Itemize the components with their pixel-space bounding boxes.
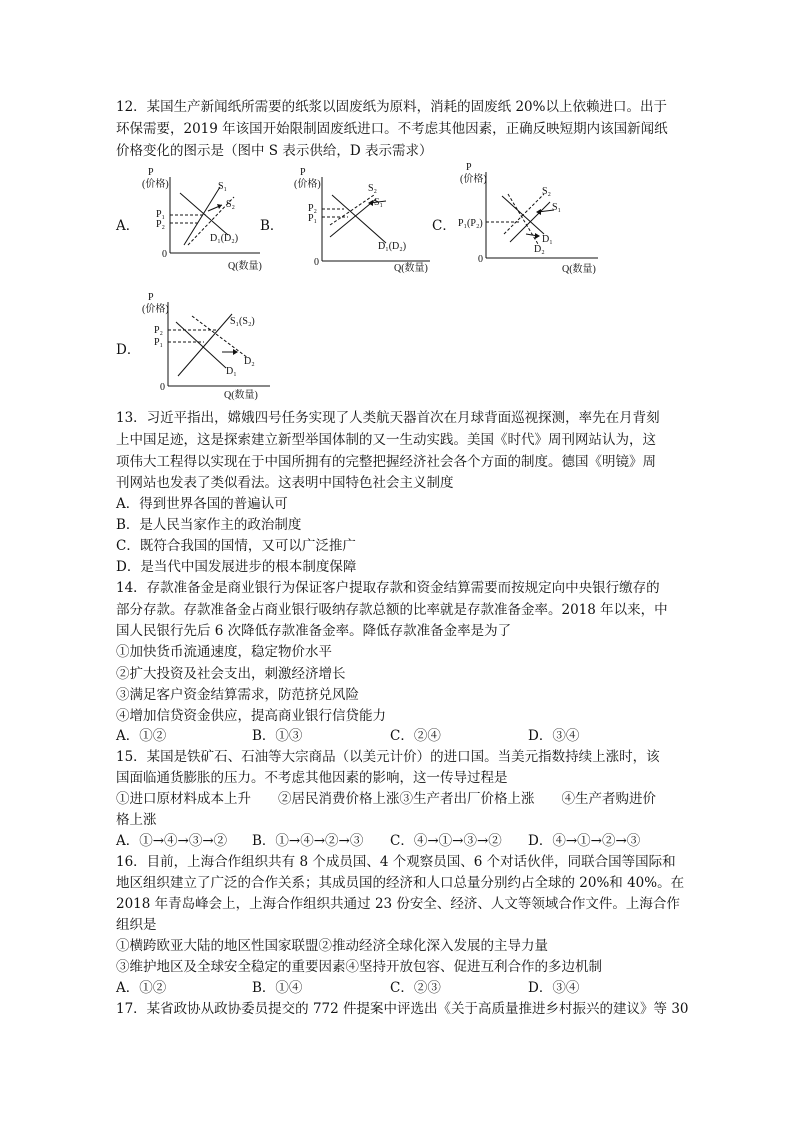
graph-c-curve-label-2: S₁ — [552, 202, 562, 213]
q14-line-2: 部分存款。存款准备金占商业银行吸纳存款总额的比率就是存款准备金率。2018 年以来，中 — [116, 602, 668, 618]
graph-c-curve-label-4: D₂ — [534, 244, 545, 255]
graph-d-p-label: P — [148, 292, 154, 303]
graph-b-p-label: P — [300, 167, 306, 178]
q13-line-2: 上中国足迹，这是探索建立新型举国体制的又一生动实践。美国《时代》周刊网站认为，这 — [116, 432, 656, 448]
graph-a-origin: 0 — [162, 249, 167, 260]
graph-c — [458, 160, 608, 278]
q17-line-1: 17．某省政协从政协委员提交的 772 件提案中评选出《关于高质量推进乡村振兴的建议》等 30 — [116, 1001, 689, 1017]
q16-choice-c: C．②③ — [390, 980, 441, 996]
q12-line-1: 12．某国生产新闻纸所需要的纸浆以固废纸为原料，消耗的固废纸 20%以上依赖进口。出于 — [116, 99, 667, 115]
graph-a-curve-label-1: S₁ — [218, 181, 228, 192]
q15-choice-c: C．④→①→③→② — [390, 833, 502, 849]
graph-a-q-label: Q(数量) — [228, 261, 262, 272]
q16-choice-b: B．①④ — [252, 980, 303, 996]
q14-item-3: ③满足客户资金结算需求，防范挤兑风险 — [116, 687, 359, 703]
graph-c-origin: 0 — [478, 254, 483, 265]
graph-c-curve-label-3: D₁ — [542, 234, 553, 245]
q14-line-1: 14．存款准备金是商业银行为保证客户提取存款和资金结算需要而按规定向中央银行缴存的 — [116, 580, 660, 596]
graph-d-curve-label-3: D₁ — [226, 366, 237, 377]
graph-b-origin: 0 — [314, 257, 319, 268]
q15-line-3: ①进口原材料成本上升 ②居民消费价格上涨③生产者出厂价格上涨 ④生产者购进价 — [116, 791, 656, 807]
graph-b-curve-label-1: S₂ — [368, 183, 378, 194]
q14-item-2: ②扩大投资及社会支出，刺激经济增长 — [116, 666, 346, 682]
q15-line-1: 15．某国是铁矿石、石油等大宗商品（以美元计价）的进口国。当美元指数持续上涨时，该 — [116, 749, 660, 765]
graph-b-curve-label-3: D₁(D₂) — [378, 241, 407, 252]
graph-b-price-label-2: P₁ — [308, 213, 318, 224]
graph-a — [138, 165, 268, 275]
graph-b-curve-label-2: S₁ — [374, 197, 384, 208]
q13-line-3: 项伟大工程得以实现在于中国所拥有的完整把握经济社会各个方面的制度。德国《明镜》周 — [116, 454, 656, 470]
q15-choice-d: D．④→①→②→③ — [528, 833, 641, 849]
q16-choice-d: D．③④ — [528, 980, 580, 996]
graph-c-q-label: Q(数量) — [562, 264, 596, 275]
graph-b-option-label: B． — [260, 218, 284, 234]
graph-b-price-label-1: P₂ — [308, 203, 318, 214]
q12-line-3: 价格变化的图示是（图中 S 表示供给，D 表示需求） — [116, 143, 433, 159]
q14-choice-d: D．③④ — [528, 728, 580, 744]
graph-d-price-label-1: P₂ — [154, 325, 164, 336]
q15-choice-b: B．①→④→②→③ — [252, 833, 364, 849]
q13-option-a: A．得到世界各国的普遍认可 — [116, 496, 288, 512]
graph-b-q-label: Q(数量) — [394, 263, 428, 274]
graph-a-p-label: P — [148, 167, 154, 178]
graph-b — [290, 165, 440, 275]
q13-line-4: 刊网站也发表了类似看法。这表明中国特色社会主义制度 — [116, 475, 454, 491]
graph-d — [140, 290, 280, 402]
q13-option-c: C．既符合我国的国情，又可以广泛推广 — [116, 538, 356, 554]
q16-line-1: 16．目前，上海合作组织共有 8 个成员国、4 个观察员国、6 个对话伙伴，同联合国等国际和 — [116, 854, 676, 870]
q16-item-3-4: ③维护地区及全球安全稳定的重要因素④坚持开放包容、促进互利合作的多边机制 — [116, 959, 602, 975]
graph-a-price-label-2: P₂ — [156, 219, 166, 230]
graph-d-price-label-2: P₁ — [154, 337, 164, 348]
graph-a-option-label: A． — [116, 218, 140, 234]
q13-option-b: B．是人民当家作主的政治制度 — [116, 517, 302, 533]
graph-c-price-label-1: P₁(P₂) — [458, 218, 483, 229]
q14-item-1: ①加快货币流通速度，稳定物价水平 — [116, 644, 332, 660]
q16-line-2: 地区组织建立了广泛的合作关系；其成员国的经济和人口总量分别约占全球的 20%和 40%。在 — [116, 875, 685, 891]
q15-line-2: 国面临通货膨胀的压力。不考虑其他因素的影响，这一传导过程是 — [116, 770, 508, 786]
q15-line-4: 格上涨 — [116, 812, 157, 828]
graph-d-option-label: D． — [116, 342, 141, 358]
q16-line-4: 组织是 — [116, 917, 157, 933]
q12-line-2: 环保需要，2019 年该国开始限制固废纸进口。不考虑其他因素，正确反映短期内该国新闻纸 — [116, 121, 668, 137]
graph-c-curve-label-1: S₂ — [542, 186, 552, 197]
graph-d-curve-label-1: S₁(S₂) — [230, 316, 255, 327]
graph-c-p-unit: (价格) — [460, 174, 487, 185]
q13-line-1: 13．习近平指出，嫦娥四号任务实现了人类航天器首次在月球背面巡视探测，率先在月背刻 — [116, 410, 660, 426]
graph-a-p-unit: (价格) — [142, 179, 169, 190]
graph-d-curve-label-2: D₂ — [244, 356, 255, 367]
q14-choice-b: B．①③ — [252, 728, 303, 744]
graph-a-curve-label-2: S₂ — [226, 199, 236, 210]
q14-choice-c: C．②④ — [390, 728, 441, 744]
q16-item-1-2: ①横跨欧亚大陆的地区性国家联盟②推动经济全球化深入发展的主导力量 — [116, 938, 548, 954]
q14-item-4: ④增加信贷资金供应，提高商业银行信贷能力 — [116, 708, 386, 724]
graph-c-option-label: C． — [432, 218, 456, 234]
graph-c-p-label: P — [466, 162, 472, 173]
graph-a-price-label-1: P₁ — [156, 209, 166, 220]
q16-line-3: 2018 年青岛峰会上，上海合作组织共通过 23 份安全、经济、人文等领域合作文件。上海合作 — [116, 896, 680, 912]
graph-d-q-label: Q(数量) — [224, 390, 258, 401]
graph-b-p-unit: (价格) — [294, 179, 321, 190]
graph-a-curve-label-3: D₁(D₂) — [210, 233, 239, 244]
q14-choice-a: A．①② — [116, 728, 167, 744]
q13-option-d: D．是当代中国发展进步的根本制度保障 — [116, 559, 357, 575]
q15-choice-a: A．①→④→③→② — [116, 833, 228, 849]
q14-line-3: 国人民银行先后 6 次降低存款准备金率。降低存款准备金率是为了 — [116, 623, 512, 639]
graph-d-origin: 0 — [160, 382, 165, 393]
graph-d-p-unit: (价格) — [142, 304, 169, 315]
q16-choice-a: A．①② — [116, 980, 167, 996]
